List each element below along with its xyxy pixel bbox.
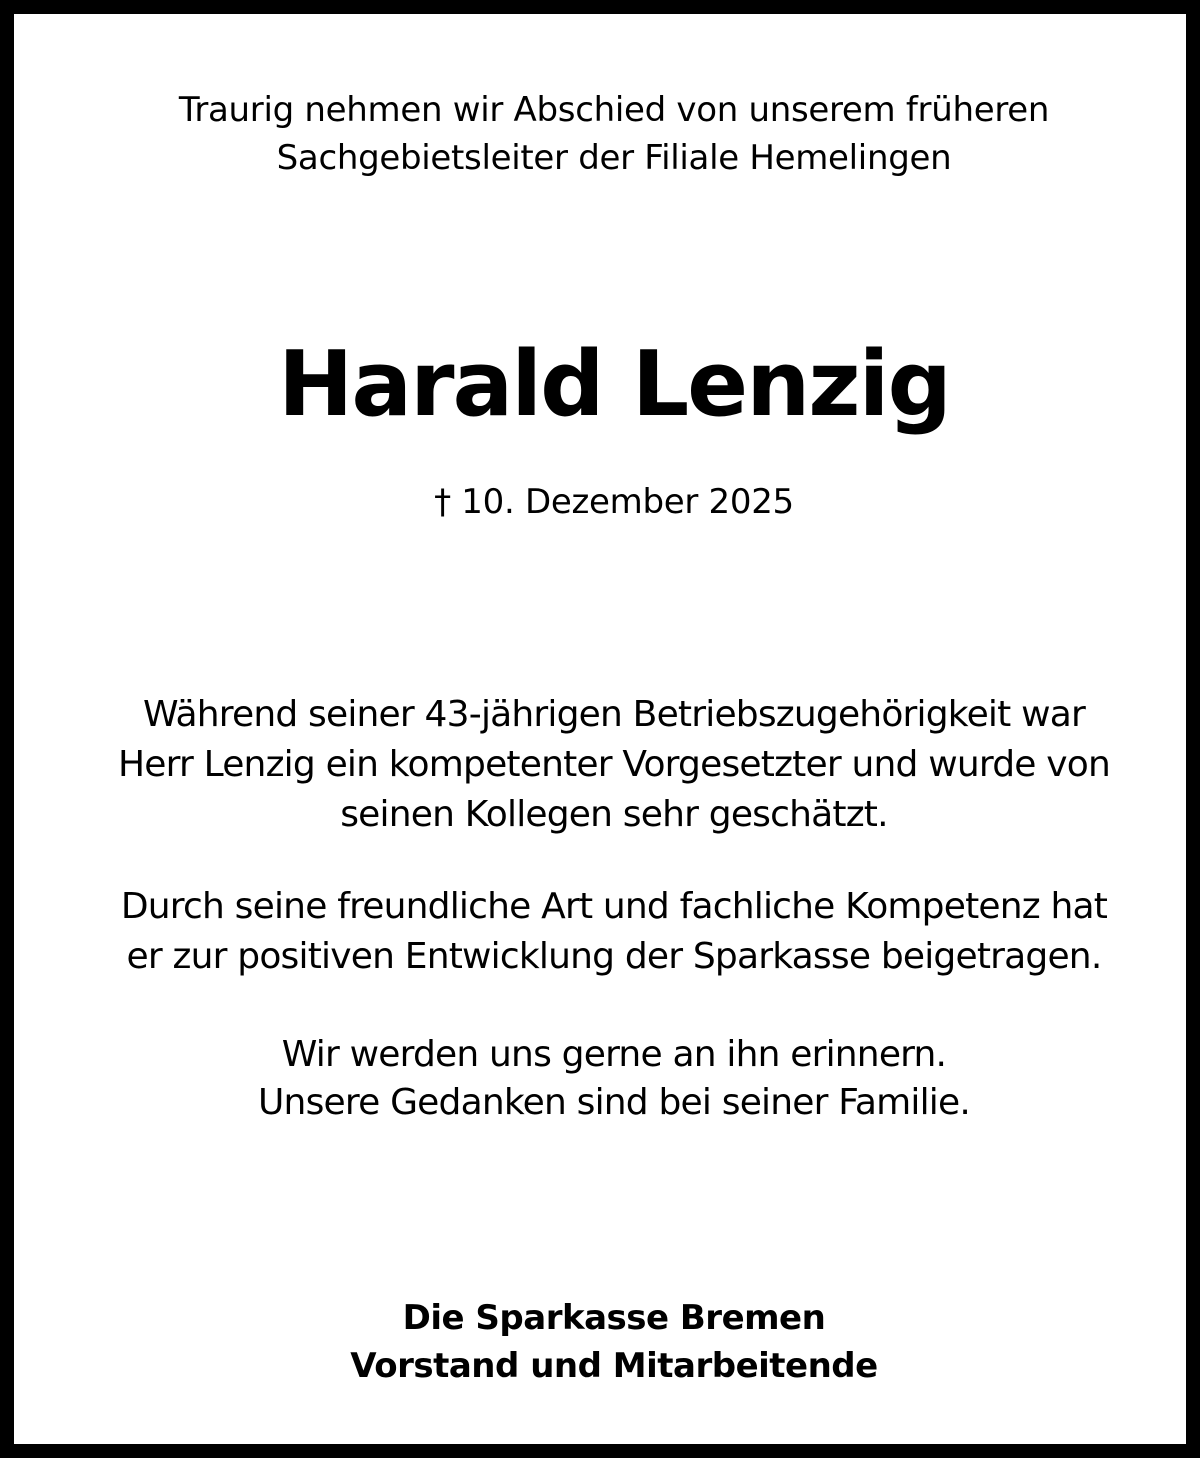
paragraph-1-line-1: Während seiner 43-jährigen Betriebszugehörigkeit war (142, 694, 1085, 735)
paragraph-1-line-3: seinen Kollegen sehr geschätzt. (340, 794, 888, 835)
deceased-name: Harald Lenzig (278, 332, 950, 437)
intro-line-2: Sachgebietsleiter der Filiale Hemelingen (276, 138, 952, 178)
paragraph-2-line-2: er zur positiven Entwicklung der Sparkasse beigetragen. (126, 936, 1102, 977)
paragraph-3-line-1: Wir werden uns gerne an ihn erinnern. (281, 1034, 947, 1075)
signature-line-1: Die Sparkasse Bremen (402, 1298, 826, 1338)
paragraph-2-line-1: Durch seine freundliche Art und fachliche Kompetenz hat (120, 886, 1108, 927)
paragraph-3-line-2: Unsere Gedanken sind bei seiner Familie. (258, 1082, 970, 1123)
intro-line-1: Traurig nehmen wir Abschied von unserem früheren (178, 90, 1050, 130)
death-date: † 10. Dezember 2025 (434, 482, 794, 522)
signature-line-2: Vorstand und Mitarbeitende (350, 1346, 878, 1386)
paragraph-1-line-2: Herr Lenzig ein kompetenter Vorgesetzter und wurde von (117, 744, 1111, 785)
